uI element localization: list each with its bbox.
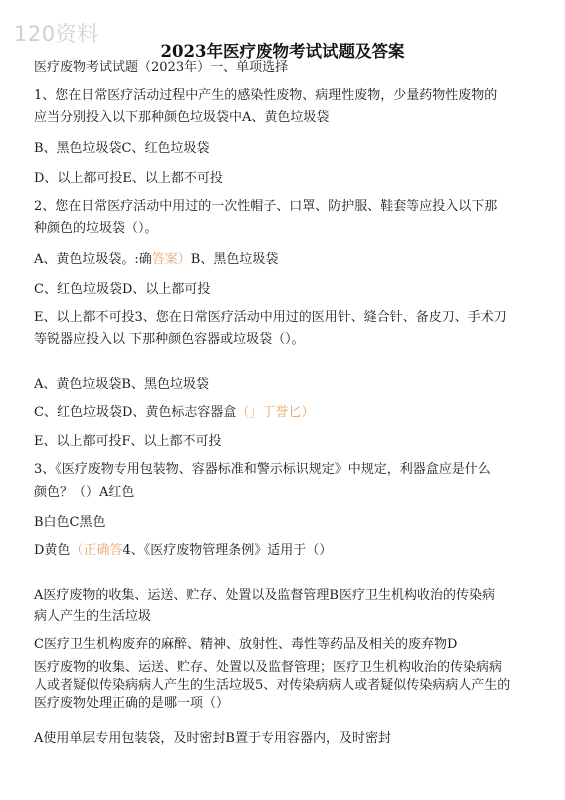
answer-mark: 答案） [151,252,191,267]
text-line: 应当分别投入以下那种颜色垃圾袋中A、黄色垃圾袋 [34,110,330,125]
text-line: C医疗卫生机构废弃的麻醉、精神、放射性、毒性等药品及相关的废弃物D [34,637,458,652]
text-line: A医疗废物的收集、运送、贮存、处置以及监督管理B医疗卫生机构收治的传染病 [34,588,495,603]
text-line: B白色C黑色 [34,515,106,530]
text-line: 1、您在日常医疗活动过程中产生的感染性废物、病理性废物，少量药物性废物的 [34,88,498,103]
text-line: E、以上都可投F、以上都不可投 [34,434,222,449]
text-line: 医疗废物考试试题（2023年）一、单项选择 [34,60,289,75]
text-line: 3、《医疗废物专用包装物、容器标准和警示标识规定》中规定，利器盒应是什么 [34,462,491,477]
text-line: E、以上都不可投3、您在日常医疗活动中用过的医用针、缝合针、备皮刀、手术刀 [34,310,507,325]
text-line [34,405,314,421]
document-title: 2023年医疗废物考试试题及答案 [160,42,405,61]
text-segment: 4、《医疗废物管理条例》适用于（） [122,543,333,558]
text-line: 人或者疑似传染病病人产生的生活垃圾5、对传染病病人或者疑似传染病病人产生的 [34,678,511,693]
text-line: D、以上都可投E、以上都不可投 [34,171,223,186]
text-line [34,252,278,268]
text-line: 颜色？（）A红色 [34,485,135,500]
answer-mark: （」丁誉匕） [236,405,315,420]
text-segment: B、黑色垃圾袋 [190,252,279,267]
text-line: 2、您在日常医疗活动中用过的一次性帽子、口罩、防护服、鞋套等应投入以下那 [34,199,498,214]
text-segment: C、红色垃圾袋D、黄色标志容器盒 [34,405,237,420]
text-line: B、黑色垃圾袋C、红色垃圾袋 [34,141,210,156]
text-line: A使用单层专用包装袋，及时密封B置于专用容器内，及时密封 [34,731,391,746]
text-line [34,543,332,559]
text-line: 医疗废物的收集、运送、贮存、处置以及监督管理；医疗卫生机构收治的传染病病 [34,660,503,675]
text-segment: A、黄色垃圾袋。:确 [34,252,152,267]
text-line: A、黄色垃圾袋B、黑色垃圾袋 [34,377,209,392]
answer-mark: （正确答 [70,543,123,558]
text-line: 病人产生的生活垃圾 [34,609,152,624]
text-line: 医疗废物处理正确的是哪一项（） [34,696,230,711]
text-line: 等锐器应投入以 下那种颜色容器或垃圾袋（）。 [34,332,305,347]
text-line: C、红色垃圾袋D、以上都可投 [34,282,211,297]
text-segment: D黄色 [34,543,71,558]
text-line: 种颜色的垃圾袋（）。 [34,221,158,236]
watermark-text: 120资料 [14,22,99,46]
